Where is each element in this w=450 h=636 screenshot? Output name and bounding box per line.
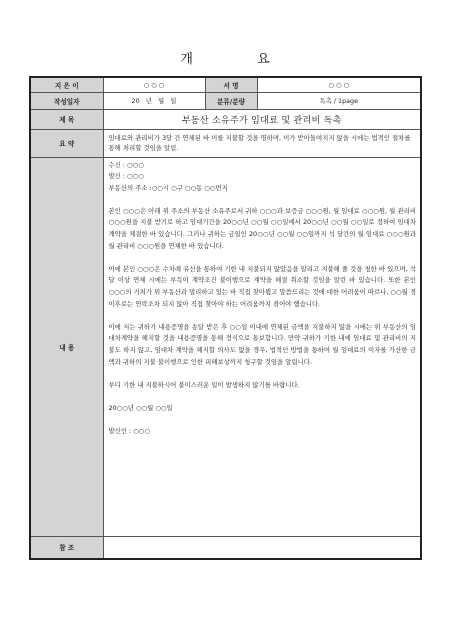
- content-body: [103, 157, 421, 536]
- summary-value: 임대료와 관리비가 3달 간 연체된 바 이를 지불할 것을 명하며, 이가 받아들여지지 않을 시에는 법적인 절차를 통해 처리할 것임을 알림.: [103, 129, 421, 157]
- content-paragraph-1: 본인 ○○○은 아래 위 주소의 부동산 소유주로서 귀하 ○○○과 보증금 ○○○원, 월 임대료 ○○○원, 월 관리비 ○○○원을 지불 받기로 하고 임대기간을 20○○년 ○○월 ○○일에서 20○○년 ○○월 ○○일로 정하여 임대차계약을 체결한 바 있습니다. 그러나 귀하는 금일인 20○○년 ○○월 ○○일까지 석 달간의 월 임대료 ○○○원과 월 관리비 ○○○원을 연체한 바 있습니다.: [108, 206, 416, 250]
- content-paragraph-4: 부디 기한 내 지불하시어 불미스러운 일이 발생하지 않기를 바랍니다.: [108, 380, 300, 389]
- document-table: [29, 76, 422, 560]
- content-from: 발신 : ○○○: [108, 172, 144, 181]
- content-paragraph-3: 이에 저는 귀하가 내용증명을 송달 받은 후 ○○일 이내에 연체된 금액을 지불하지 않을 시에는 위 부동산의 임대차계약을 해지할 것을 내용증명을 통해 정식으로 통보합니다. 만약 귀하가 기한 내에 임대료 및 관리비의 지불도 하지 않고, 임대차 계약을 해지할 의사도 없을 경우, 법적인 방법을 통하여 월 임대료의 이자를 가산한 금액과 귀하의 지불 불이행으로 인한 피해보상까지 청구할 것임을 알립니다.: [108, 322, 416, 366]
- content-label: 내 용: [30, 157, 103, 536]
- signature-value: ○ ○ ○: [257, 77, 421, 92]
- summary-label: 요 약: [30, 129, 103, 157]
- content-paragraph-2: 이에 본인 ○○○은 수차례 유선을 통하여 기한 내 지불되지 않았음을 알리고 지불해 줄 것을 청한 바 있으며, 석 달 이상 연체 시에는 부득이 계약조건 불이행으로 계약을 해결 취소할 것임을 알린 바 있습니다. 또한 본인 ○○○의 거처가 위 부동산과 멀리하고 있는 바 직접 찾아뵙고 말씀드리는 것에 대한 어려움이 따르나, ○○월 경 이후로는 연락조차 되지 않아 직접 찾아야 하는 어려움까지 겪어야 했습니다.: [108, 264, 416, 308]
- subject-value: 부동산 소유주가 임대료 및 관리비 독촉: [103, 109, 421, 129]
- content-address: 부동산의 주소 :○○시 ○구 ○○동 ○○번지: [108, 183, 228, 192]
- signature-label: 서 명: [205, 77, 257, 92]
- subject-label: 제 목: [30, 109, 103, 129]
- category-value: 독촉 / 1page: [257, 92, 421, 109]
- date-value: 20 년 월 일: [103, 92, 205, 109]
- date-label: 작성일자: [30, 92, 103, 109]
- content-sender: 발신인 : ○○○: [108, 427, 150, 436]
- category-label: 분류/분량: [205, 92, 257, 109]
- reference-value: [103, 536, 421, 559]
- reference-label: 참 조: [30, 536, 103, 559]
- content-to: 수신 : ○○○: [108, 160, 144, 169]
- content-date: 20○○년 ○○월 ○○일: [108, 403, 173, 412]
- page-title: 개 요: [180, 52, 300, 67]
- author-value: ○ ○ ○: [103, 77, 205, 92]
- author-label: 지 은 이: [30, 77, 103, 92]
